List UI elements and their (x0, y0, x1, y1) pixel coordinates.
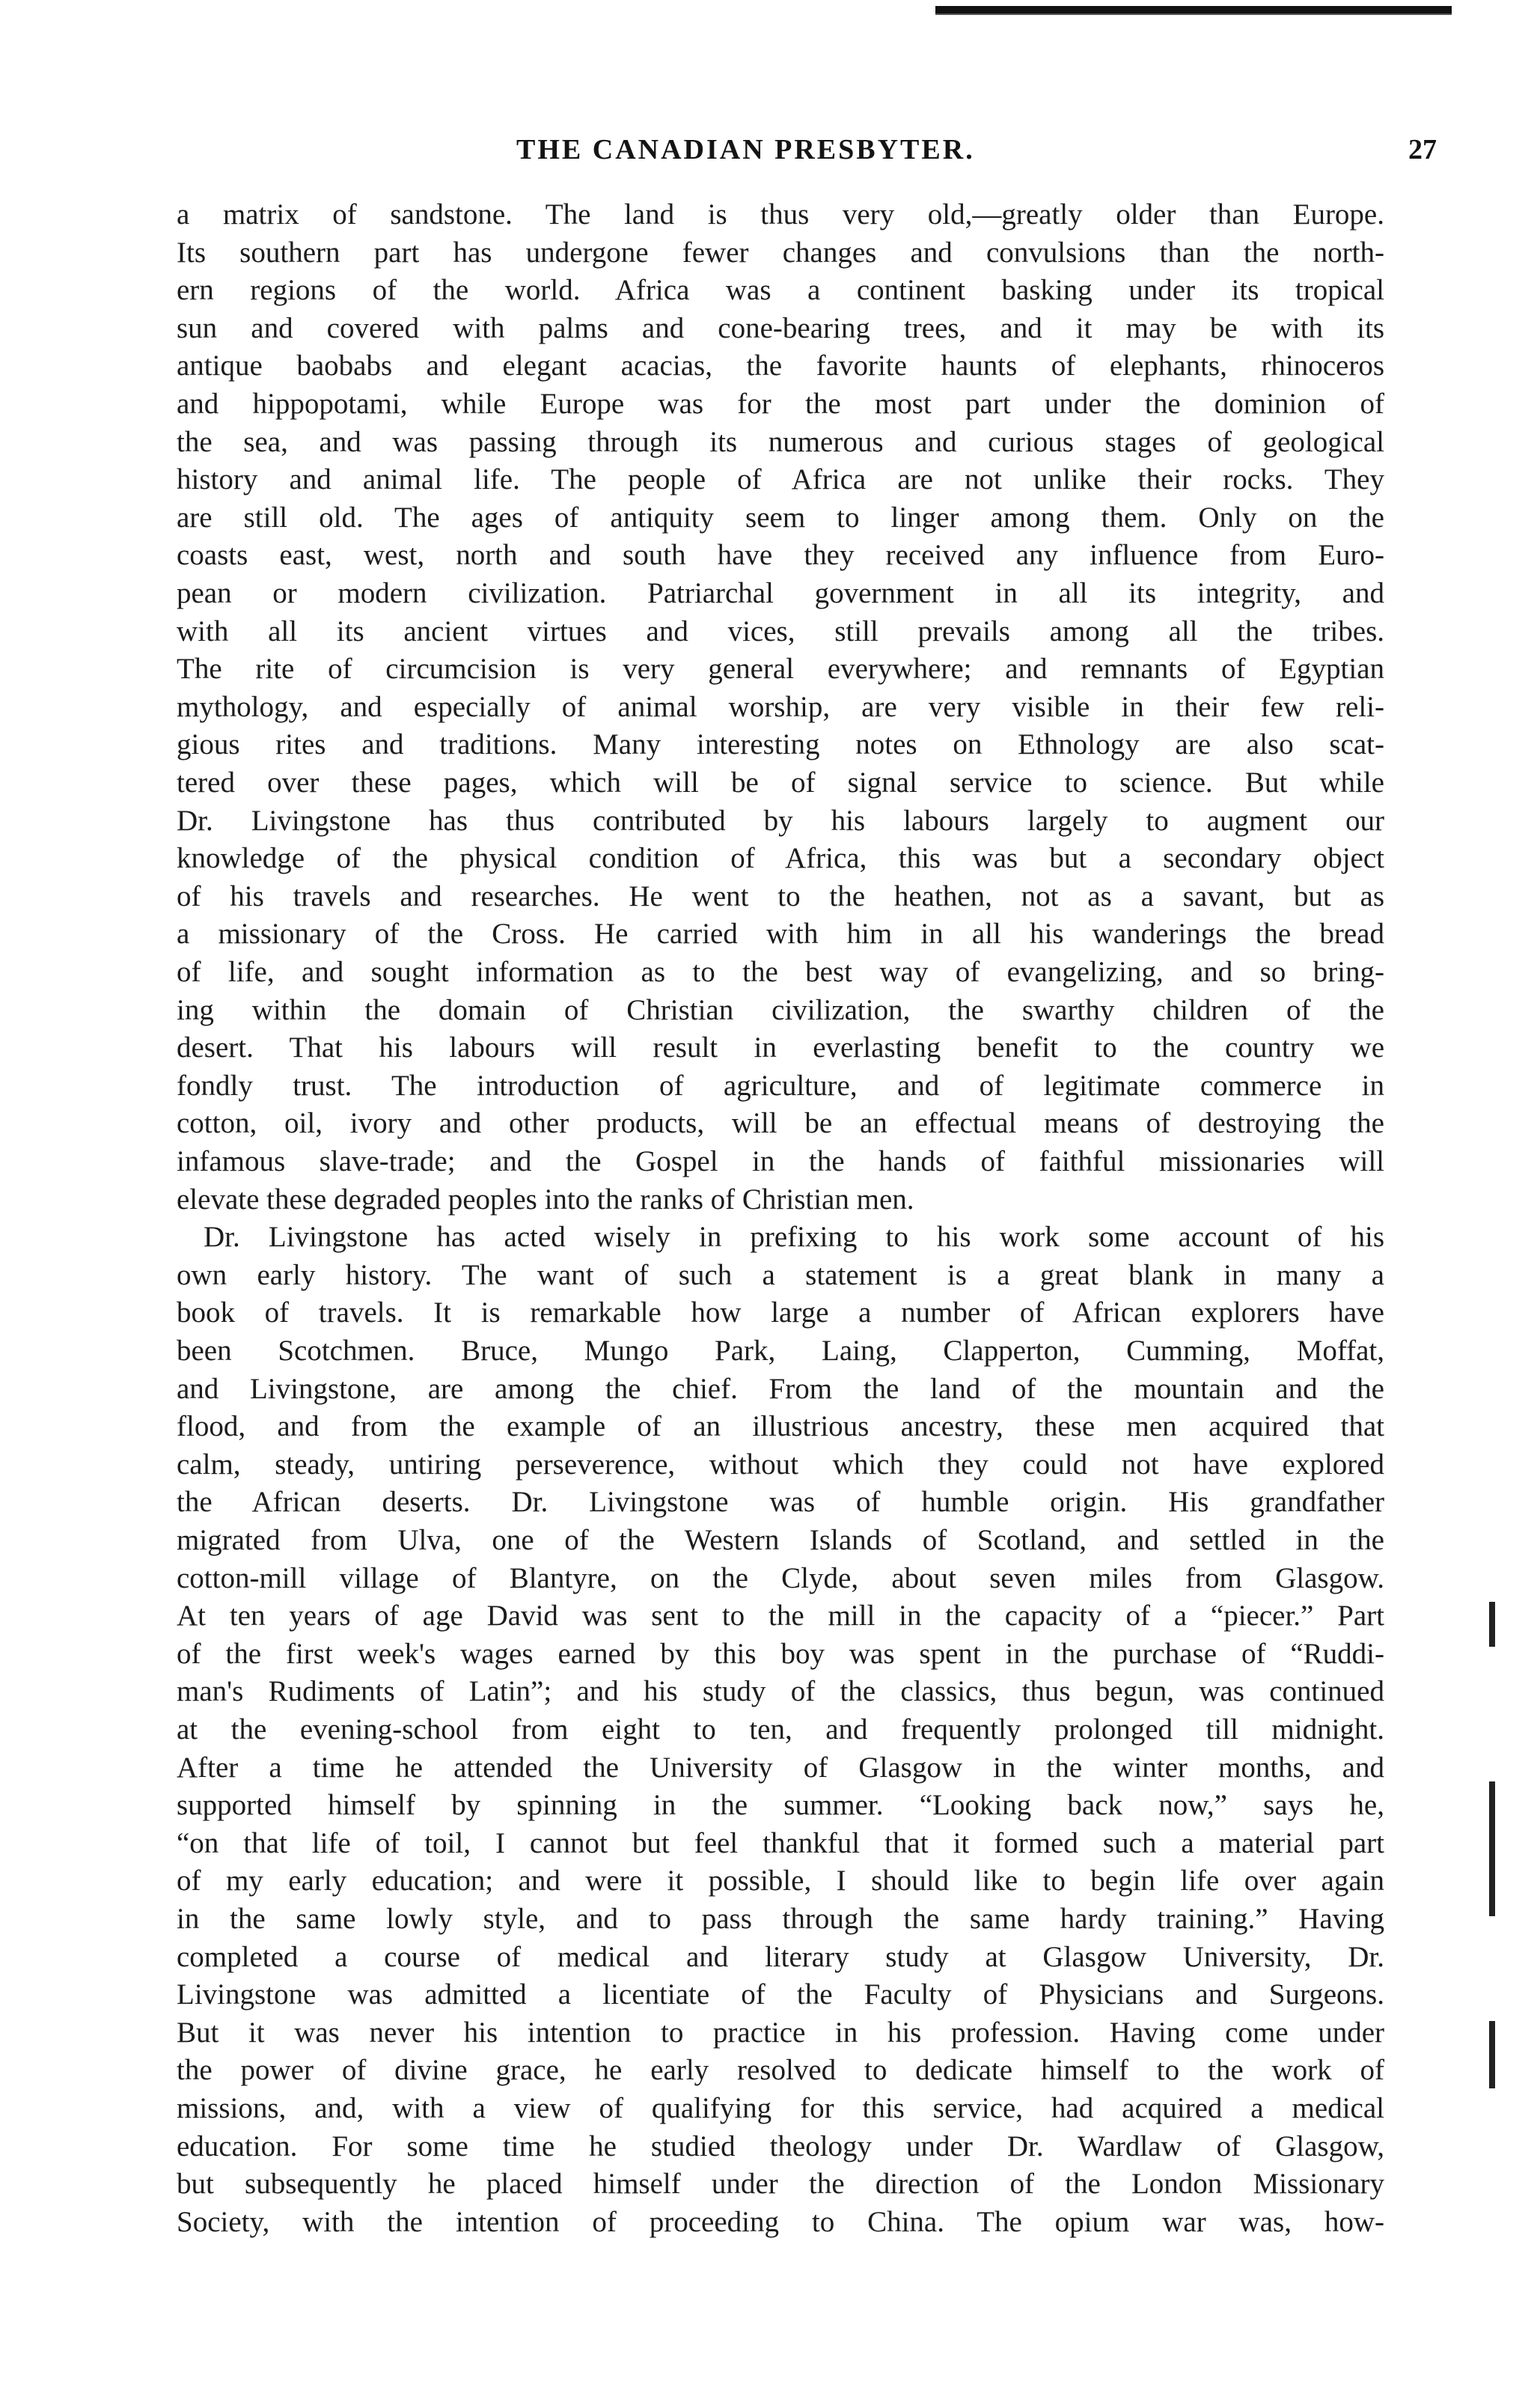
text-line: cotton-mill village of Blantyre, on the Clyde, about seven miles from Glasgow. (177, 1562, 1384, 1594)
text-line: a matrix of sandstone. The land is thus very old,—greatly older than Europe. (177, 198, 1384, 231)
text-line: calm, steady, untiring perseverence, without which they could not have explored (177, 1448, 1384, 1481)
text-line: man's Rudiments of Latin”; and his study of the classics, thus begun, was continued (177, 1675, 1384, 1707)
text-line: the power of divine grace, he early resolved to dedicate himself to the work of (177, 2054, 1384, 2086)
text-line: desert. That his labours will result in everlasting benefit to the country we (177, 1031, 1384, 1064)
text-line: pean or modern civilization. Patriarchal government in all its integrity, and (177, 577, 1384, 609)
text-line: the sea, and was passing through its numerous and curious stages of geological (177, 426, 1384, 458)
text-line: missions, and, with a view of qualifying for this service, had acquired a medical (177, 2092, 1384, 2124)
text-line: ern regions of the world. Africa was a continent basking under its tropical (177, 274, 1384, 306)
paragraph-first-line: Dr. Livingstone has acted wisely in prefixing to his work some account of his (204, 1221, 1384, 1253)
text-line: of life, and sought information as to the best way of evangelizing, and so bring- (177, 956, 1384, 988)
text-line: of his travels and researches. He went to the heathen, not as a savant, but as (177, 880, 1384, 912)
text-line: but subsequently he placed himself under the direction of the London Missionary (177, 2168, 1384, 2200)
top-border-rule-thin (935, 13, 1452, 15)
text-line: coasts east, west, north and south have they received any influence from Euro- (177, 539, 1384, 571)
text-line: tered over these pages, which will be of signal service to science. But while (177, 766, 1384, 799)
text-line: been Scotchmen. Bruce, Mungo Park, Laing, Clapperton, Cumming, Moffat, (177, 1335, 1384, 1367)
page-number: 27 (1408, 134, 1437, 165)
text-line: The rite of circumcision is very general everywhere; and remnants of Egyptian (177, 653, 1384, 685)
text-line: fondly trust. The introduction of agriculture, and of legitimate commerce in (177, 1070, 1384, 1102)
text-line: Its southern part has undergone fewer changes and convulsions than the north- (177, 237, 1384, 269)
text-line: in the same lowly style, and to pass through the same hardy training.” Having (177, 1903, 1384, 1935)
margin-scan-mark (1489, 2021, 1495, 2088)
text-line: of my early education; and were it possible, I should like to begin life over again (177, 1865, 1384, 1897)
text-line: infamous slave-trade; and the Gospel in the hands of faithful missionaries will (177, 1145, 1384, 1177)
margin-scan-mark (1489, 1602, 1495, 1647)
text-line: of the first week's wages earned by this boy was spent in the purchase of “Ruddi- (177, 1638, 1384, 1670)
margin-scan-mark (1489, 1781, 1495, 1916)
text-line: mythology, and especially of animal worship, are very visible in their few reli- (177, 691, 1384, 723)
text-line: After a time he attended the University of Glasgow in the winter months, and (177, 1752, 1384, 1784)
text-line: antique baobabs and elegant acacias, the favorite haunts of elephants, rhinoceros (177, 350, 1384, 382)
text-line: sun and covered with palms and cone-bearing trees, and it may be with its (177, 312, 1384, 344)
text-line: with all its ancient virtues and vices, still prevails among all the tribes. (177, 615, 1384, 647)
running-title: THE CANADIAN PRESBYTER. (516, 134, 975, 165)
text-line: knowledge of the physical condition of Africa, this was but a secondary object (177, 842, 1384, 874)
text-line: completed a course of medical and literary study at Glasgow University, Dr. (177, 1941, 1384, 1973)
text-line: and Livingstone, are among the chief. From the land of the mountain and the (177, 1373, 1384, 1405)
text-line: education. For some time he studied theology under Dr. Wardlaw of Glasgow, (177, 2130, 1384, 2162)
text-line: ing within the domain of Christian civilization, the swarthy children of the (177, 994, 1384, 1026)
text-line: elevate these degraded peoples into the ranks of Christian men. (177, 1183, 914, 1216)
text-line: and hippopotami, while Europe was for the most part under the dominion of (177, 388, 1384, 420)
text-line: Dr. Livingstone has thus contributed by his labours largely to augment our (177, 805, 1384, 837)
text-line: At ten years of age David was sent to the mill in the capacity of a “piecer.” Part (177, 1600, 1384, 1632)
text-line: Society, with the intention of proceeding to China. The opium war was, how- (177, 2206, 1384, 2238)
text-line: cotton, oil, ivory and other products, will be an effectual means of destroying the (177, 1107, 1384, 1139)
text-line: history and animal life. The people of Africa are not unlike their rocks. They (177, 463, 1384, 496)
text-line: at the evening-school from eight to ten, and frequently prolonged till midnight. (177, 1713, 1384, 1746)
top-border-rule (935, 6, 1452, 13)
text-line: But it was never his intention to practice in his profession. Having come under (177, 2017, 1384, 2049)
running-header (0, 133, 1540, 178)
text-line: “on that life of toil, I cannot but feel thankful that it formed such a material part (177, 1827, 1384, 1859)
text-line: own early history. The want of such a statement is a great blank in many a (177, 1259, 1384, 1291)
text-line: book of travels. It is remarkable how large a number of African explorers have (177, 1296, 1384, 1329)
text-line: Livingstone was admitted a licentiate of the Faculty of Physicians and Surgeons. (177, 1978, 1384, 2011)
text-line: supported himself by spinning in the summer. “Looking back now,” says he, (177, 1789, 1384, 1821)
text-line: a missionary of the Cross. He carried with him in all his wanderings the bread (177, 918, 1384, 950)
text-line: are still old. The ages of antiquity seem to linger among them. Only on the (177, 502, 1384, 534)
text-line: migrated from Ulva, one of the Western Islands of Scotland, and settled in the (177, 1524, 1384, 1556)
text-line: the African deserts. Dr. Livingstone was of humble origin. His grandfather (177, 1486, 1384, 1518)
text-line: gious rites and traditions. Many interesting notes on Ethnology are also scat- (177, 728, 1384, 760)
text-line: flood, and from the example of an illustrious ancestry, these men acquired that (177, 1410, 1384, 1442)
